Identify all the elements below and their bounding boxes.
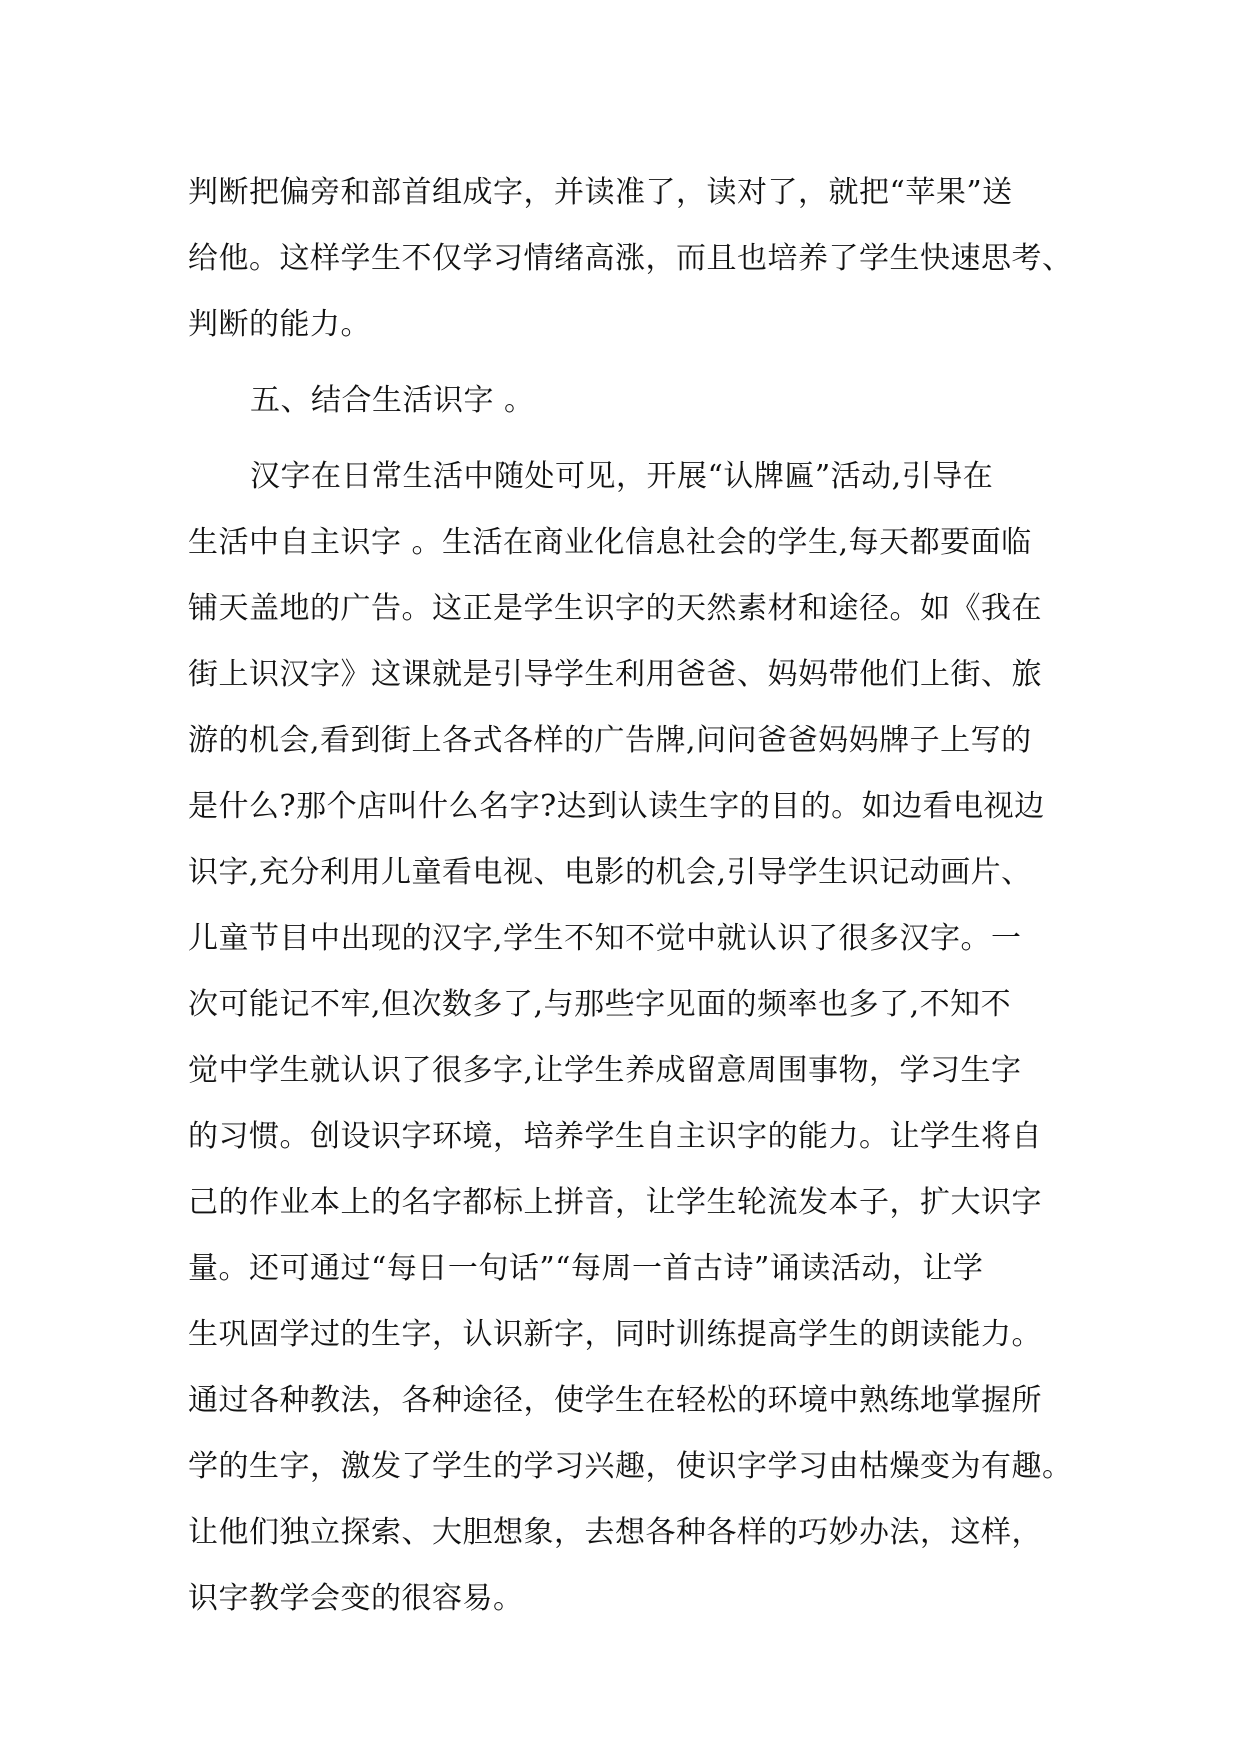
paragraph-line: 生巩固学过的生字，认识新字，同时训练提高学生的朗读能力。 bbox=[188, 1317, 1042, 1352]
paragraph-line: 游的机会,看到街上各式各样的广告牌,问问爸爸妈妈牌子上写的 bbox=[188, 723, 1032, 758]
paragraph-line: 儿童节目中出现的汉字,学生不知不觉中就认识了很多汉字。一 bbox=[188, 921, 1022, 956]
paragraph-line: 次可能记不牢,但次数多了,与那些字见面的频率也多了,不知不 bbox=[188, 987, 1012, 1022]
paragraph-line: 汉字在日常生活中随处可见，开展“认牌匾”活动,引导在 bbox=[250, 459, 994, 494]
paragraph-line: 是什么?那个店叫什么名字?达到认读生字的目的。如边看电视边 bbox=[188, 789, 1045, 824]
paragraph-line: 己的作业本上的名字都标上拼音，让学生轮流发本子，扩大识字 bbox=[188, 1185, 1042, 1220]
paragraph-line: 给他。这样学生不仅学习情绪高涨，而且也培养了学生快速思考、 bbox=[188, 241, 1073, 276]
paragraph-line: 生活中自主识字 。生活在商业化信息社会的学生,每天都要面临 bbox=[188, 525, 1032, 560]
paragraph-line: 的习惯。创设识字环境，培养学生自主识字的能力。让学生将自 bbox=[188, 1119, 1042, 1154]
paragraph-line: 识字教学会变的很容易。 bbox=[188, 1581, 524, 1616]
paragraph-line: 铺天盖地的广告。这正是学生识字的天然素材和途径。如《我在 bbox=[188, 591, 1042, 626]
paragraph-line: 识字,充分利用儿童看电视、电影的机会,引导学生识记动画片、 bbox=[188, 855, 1032, 890]
paragraph-line: 判断的能力。 bbox=[188, 307, 371, 342]
document-body bbox=[188, 160, 1073, 1632]
paragraph-line: 量。还可通过“每日一句话”“每周一首古诗”诵读活动，让学 bbox=[188, 1251, 984, 1286]
paragraph-line: 街上识汉字》这课就是引导学生利用爸爸、妈妈带他们上街、旅 bbox=[188, 657, 1042, 692]
paragraph-spacer bbox=[188, 358, 1058, 368]
paragraph-line: 让他们独立探索、大胆想象，去想各种各样的巧妙办法，这样， bbox=[188, 1515, 1042, 1550]
paragraph-line: 觉中学生就认识了很多字,让学生养成留意周围事物，学习生字 bbox=[188, 1053, 1022, 1088]
paragraph-spacer bbox=[188, 434, 1058, 444]
section-heading: 五、结合生活识字 。 bbox=[250, 383, 535, 418]
paragraph-line: 通过各种教法，各种途径，使学生在轻松的环境中熟练地掌握所 bbox=[188, 1383, 1042, 1418]
paragraph-line: 学的生字，激发了学生的学习兴趣，使识字学习由枯燥变为有趣。 bbox=[188, 1449, 1073, 1484]
paragraph-line: 判断把偏旁和部首组成字，并读准了，读对了，就把“苹果”送 bbox=[188, 175, 1013, 210]
